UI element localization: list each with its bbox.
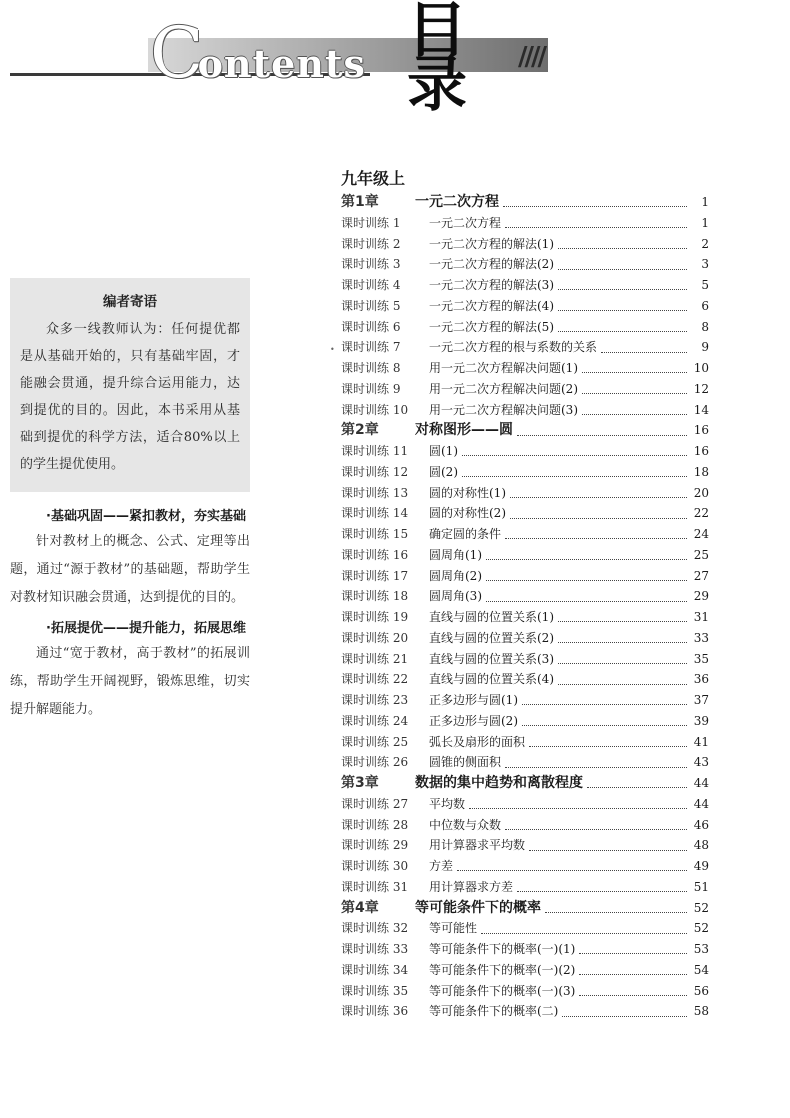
toc-lesson-title: 圆周角(1): [429, 547, 482, 562]
toc-lesson-row[interactable]: [341, 960, 709, 981]
toc-leader-dots: [481, 932, 687, 934]
toc-lesson-number: 课时训练 28: [341, 817, 409, 832]
toc-chapter-title: 一元二次方程: [415, 194, 499, 210]
toc-leader-dots: [469, 807, 687, 809]
toc-lesson-title: 用计算器求方差: [429, 879, 514, 894]
toc-lesson-number: 课时训练 2: [341, 236, 401, 251]
toc-page-number: 2: [701, 236, 709, 251]
toc-lesson-title: 等可能条件下的概率(二): [429, 1004, 559, 1019]
toc-lesson-title: 正多边形与圆(1): [429, 693, 518, 707]
toc-leader-dots: [558, 288, 687, 290]
toc-lesson-title: 一元二次方程: [429, 215, 502, 230]
toc-lesson-title: 用一元二次方程解决问题(2): [429, 381, 578, 396]
toc-leader-dots: [522, 724, 687, 726]
toc-lesson-number: 课时训练 33: [341, 942, 409, 956]
toc-lesson-number: 课时训练 21: [341, 651, 409, 666]
toc-page-number: 33: [693, 630, 709, 645]
toc-page-number: 56: [693, 983, 709, 998]
toc-page-number: 29: [693, 589, 709, 604]
toc-lesson-number: 课时训练 17: [341, 568, 409, 583]
toc-page-number: 36: [693, 672, 709, 687]
toc-lesson-title: 圆的对称性(2): [429, 506, 506, 521]
toc-leader-dots: [503, 205, 687, 207]
toc-page-number: 3: [701, 257, 709, 272]
toc-page-number: 24: [693, 527, 709, 541]
toc-lesson-row[interactable]: [341, 649, 709, 670]
toc-chapter-row[interactable]: [341, 420, 709, 441]
toc-leader-dots: [486, 579, 687, 581]
toc-leader-dots: [562, 1015, 687, 1017]
toc-lesson-title: 圆(1): [429, 444, 458, 458]
toc-lesson-title: 平均数: [429, 796, 466, 811]
toc-lesson-row[interactable]: [341, 711, 709, 732]
toc-lesson-row[interactable]: [341, 628, 709, 649]
toc-lesson-number: 课时训练 13: [341, 485, 409, 500]
toc-lesson-title: 方差: [429, 859, 454, 873]
feature-foundation: [10, 506, 250, 612]
toc-page-number: 49: [693, 859, 709, 873]
toc-page-number: 48: [693, 838, 709, 853]
toc-chapter-row[interactable]: [341, 773, 709, 794]
toc-lesson-row[interactable]: [341, 379, 709, 400]
toc-lesson-number: 课时训练 31: [341, 879, 409, 894]
toc-lesson-row[interactable]: [341, 1001, 709, 1022]
toc-page-number: 12: [693, 381, 709, 396]
toc-page-number: 10: [693, 361, 709, 375]
toc-leader-dots: [558, 662, 687, 664]
toc-page-number: 22: [693, 506, 709, 521]
feature-extension-body: 通过“宽于教材，高于教材”的拓展训练，帮助学生开阔视野，锻炼思维，切实提升解题能力。: [10, 646, 250, 717]
toc-leader-dots: [522, 703, 687, 705]
toc-chapter-number: 第3章: [341, 775, 379, 791]
toc-lesson-number: 课时训练 3: [341, 257, 401, 272]
toc-lesson-number: 课时训练 29: [341, 838, 409, 853]
toc-lesson-title: 等可能条件下的概率(一)(1): [429, 942, 576, 956]
toc-page-number: 41: [693, 734, 709, 749]
toc-lesson-title: 圆周角(3): [429, 589, 482, 604]
toc-lesson-title: 圆周角(2): [429, 568, 482, 583]
toc-chapter-number: 第2章: [341, 422, 379, 439]
toc-lesson-title: 确定圆的条件: [429, 527, 502, 541]
editor-note-body: 众多一线教师认为：任何提优都是从基础开始的，只有基础牢固，才能融会贯通，提升综合运用能力，达到提优的目的。因此，本书采用从基础到提优的科学方法，适合80%以上的学生提优使用。: [20, 322, 240, 472]
toc-lesson-title: 直线与圆的位置关系(4): [429, 672, 554, 687]
toc-leader-dots: [486, 558, 687, 560]
toc-page-number: 44: [693, 796, 709, 811]
toc-lesson-title: 一元二次方程的根与系数的关系: [429, 340, 598, 355]
toc-page-number: 8: [701, 319, 709, 334]
toc-leader-dots: [517, 890, 687, 892]
contents-title-rest: ontents: [197, 41, 366, 86]
toc-chapter-row[interactable]: [341, 898, 709, 919]
toc-leader-dots: [582, 371, 687, 373]
toc-leader-dots: [510, 517, 687, 519]
contents-title-cn-2: 录: [407, 50, 469, 120]
toc-leader-dots: [558, 641, 687, 643]
toc-leader-dots: [579, 952, 687, 954]
toc-lesson-row[interactable]: [341, 503, 709, 524]
toc-page-number: 53: [693, 942, 709, 956]
toc-lesson-title: 等可能性: [429, 921, 478, 936]
toc-leader-dots: [579, 994, 687, 996]
toc-lesson-number: 课时训练 9: [341, 381, 401, 396]
toc-leader-dots: [529, 849, 687, 851]
toc-lesson-row[interactable]: [341, 690, 709, 711]
toc-lesson-number: 课时训练 22: [341, 672, 409, 687]
toc-lesson-title: 用一元二次方程解决问题(3): [429, 402, 578, 417]
table-of-contents: [341, 166, 709, 1022]
toc-page-number: 46: [693, 817, 709, 832]
toc-leader-dots: [510, 496, 687, 498]
toc-lesson-number: 课时训练 30: [341, 859, 409, 873]
toc-lesson-title: 一元二次方程的解法(5): [429, 319, 554, 334]
toc-lesson-row[interactable]: [341, 752, 709, 773]
toc-lesson-row[interactable]: [341, 524, 709, 545]
toc-lesson-title: 一元二次方程的解法(1): [429, 236, 554, 251]
toc-lesson-title: 等可能条件下的概率(一)(2): [429, 962, 576, 977]
toc-page-number: 52: [693, 900, 709, 915]
toc-leader-dots: [582, 392, 687, 394]
toc-lesson-number: 课时训练 1: [341, 215, 401, 230]
toc-lesson-row[interactable]: [341, 234, 709, 255]
toc-lesson-row[interactable]: [341, 835, 709, 856]
toc-leader-dots: [505, 828, 687, 830]
toc-lesson-title: 用一元二次方程解决问题(1): [429, 361, 578, 375]
toc-page-number: 16: [693, 444, 709, 458]
toc-lesson-number: 课时训练 6: [341, 319, 401, 334]
toc-lesson-number: 课时训练 24: [341, 713, 409, 728]
toc-chapter-row[interactable]: [341, 192, 709, 213]
toc-lesson-row[interactable]: [341, 317, 709, 338]
toc-lesson-title: 圆锥的侧面积: [429, 755, 502, 770]
toc-page-number: 1: [701, 215, 709, 230]
toc-lesson-row[interactable]: [341, 254, 709, 275]
toc-lesson-number: 课时训练 14: [341, 506, 409, 521]
toc-page-number: 52: [693, 921, 709, 936]
toc-leader-dots: [517, 434, 687, 436]
toc-leader-dots: [558, 309, 687, 311]
toc-lesson-row[interactable]: [341, 732, 709, 753]
editor-note-box: [10, 278, 250, 492]
toc-page-number: 14: [693, 402, 709, 417]
toc-lesson-row[interactable]: [341, 877, 709, 898]
feature-extension: [10, 618, 250, 724]
toc-leader-dots: [545, 911, 687, 913]
toc-leader-dots: [558, 330, 687, 332]
toc-leader-dots: [486, 600, 687, 602]
toc-page-number: 44: [693, 776, 709, 790]
grade-heading: 九年级上: [341, 169, 406, 188]
toc-leader-dots: [579, 973, 687, 975]
toc-leader-dots: [558, 268, 687, 270]
toc-lesson-row[interactable]: [341, 462, 709, 483]
toc-lesson-title: 正多边形与圆(2): [429, 713, 518, 728]
toc-leader-dots: [558, 247, 687, 249]
contents-banner: [0, 0, 790, 120]
toc-leader-dots: [457, 869, 687, 871]
toc-page-number: 54: [693, 962, 709, 977]
feature-foundation-body: 针对教材上的概念、公式、定理等出题，通过“源于教材”的基础题，帮助学生对教材知识融会贯通，达到提优的目的。: [10, 534, 250, 605]
toc-lesson-number: 课时训练 34: [341, 962, 409, 977]
toc-lesson-title: 直线与圆的位置关系(2): [429, 630, 554, 645]
toc-lesson-title: 等可能条件下的概率(一)(3): [429, 983, 576, 998]
toc-lesson-title: 圆(2): [429, 464, 458, 479]
toc-page-number: 27: [693, 568, 709, 583]
toc-lesson-title: 直线与圆的位置关系(1): [429, 610, 554, 624]
toc-lesson-number: 课时训练 36: [341, 1004, 409, 1019]
toc-lesson-number: 课时训练 32: [341, 921, 409, 936]
toc-lesson-number: 课时训练 11: [341, 444, 409, 458]
toc-lesson-row[interactable]: [341, 545, 709, 566]
toc-lesson-number: 课时训练 25: [341, 734, 409, 749]
toc-leader-dots: [462, 475, 687, 477]
toc-page-number: 1: [701, 195, 709, 209]
feature-foundation-heading: ·基础巩固——紧扣教材，夯实基础: [46, 509, 246, 524]
toc-lesson-row[interactable]: [341, 483, 709, 504]
toc-lesson-row[interactable]: [341, 856, 709, 877]
toc-chapter-title: 数据的集中趋势和离散程度: [415, 775, 583, 791]
toc-lesson-row[interactable]: [341, 918, 709, 939]
toc-lesson-number: 课时训练 26: [341, 755, 409, 770]
toc-chapter-number: 第1章: [341, 194, 379, 210]
toc-leader-dots: [462, 454, 687, 456]
toc-lesson-number: 课时训练 27: [341, 796, 409, 811]
toc-lesson-title: 用计算器求平均数: [429, 838, 526, 853]
feature-extension-heading: ·拓展提优——提升能力，拓展思维: [46, 621, 246, 636]
toc-lesson-row[interactable]: [341, 441, 709, 462]
toc-lesson-number: 课时训练 10: [341, 402, 409, 417]
toc-page-number: 6: [701, 298, 709, 313]
toc-lesson-number: 课时训练 5: [341, 298, 401, 313]
toc-lesson-row[interactable]: [341, 213, 709, 234]
toc-leader-dots: [587, 786, 687, 788]
toc-page-number: 9: [701, 340, 709, 355]
toc-lesson-row[interactable]: [341, 358, 709, 379]
toc-lesson-row[interactable]: [341, 296, 709, 317]
toc-lesson-row[interactable]: [341, 566, 709, 587]
toc-lesson-title: 一元二次方程的解法(3): [429, 278, 554, 292]
toc-lesson-number: 课时训练 7: [341, 340, 401, 355]
toc-lesson-row[interactable]: [341, 794, 709, 815]
toc-lesson-number: 课时训练 8: [341, 361, 401, 375]
toc-lesson-row[interactable]: [341, 815, 709, 836]
toc-chapter-title: 等可能条件下的概率: [415, 899, 541, 916]
toc-lesson-row[interactable]: [341, 607, 709, 628]
toc-page-number: 58: [693, 1004, 709, 1019]
editor-note-heading: 编者寄语: [103, 294, 157, 310]
banner-slashes: ////: [518, 42, 544, 72]
toc-leader-dots: [582, 413, 687, 415]
contents-title-cn-1: 目: [407, 0, 469, 66]
toc-page-number: 16: [693, 423, 709, 438]
toc-leader-dots: [505, 226, 687, 228]
toc-lesson-row[interactable]: [341, 586, 709, 607]
toc-lesson-title: 一元二次方程的解法(4): [429, 298, 554, 313]
toc-lesson-number: 课时训练 20: [341, 630, 409, 645]
contents-title-cn: [358, 0, 518, 120]
toc-page-number: 18: [693, 464, 709, 479]
toc-lesson-row[interactable]: [341, 400, 709, 421]
toc-page-number: 35: [693, 651, 709, 666]
toc-leader-dots: [558, 620, 687, 622]
toc-lesson-number: 课时训练 16: [341, 547, 409, 562]
toc-leader-dots: [529, 745, 687, 747]
toc-lesson-title: 中位数与众数: [429, 817, 502, 832]
toc-lesson-row[interactable]: [341, 337, 709, 358]
toc-lesson-number: 课时训练 19: [341, 610, 409, 624]
toc-lesson-title: 弧长及扇形的面积: [429, 734, 526, 749]
contents-title: [150, 6, 366, 94]
margin-mark: •: [330, 345, 335, 354]
toc-page-number: 37: [693, 693, 709, 707]
toc-page-number: 5: [701, 278, 709, 292]
toc-lesson-number: 课时训练 12: [341, 464, 409, 479]
toc-lesson-row[interactable]: [341, 669, 709, 690]
toc-page-number: 25: [693, 547, 709, 562]
toc-lesson-title: 直线与圆的位置关系(3): [429, 651, 554, 666]
toc-page-number: 20: [693, 485, 709, 500]
toc-lesson-number: 课时训练 18: [341, 589, 409, 604]
toc-chapter-number: 第4章: [341, 899, 379, 916]
toc-leader-dots: [505, 537, 687, 539]
toc-page-number: 31: [693, 610, 709, 624]
contents-title-cap: C: [150, 12, 204, 94]
toc-page-number: 51: [693, 879, 709, 894]
toc-page-number: 43: [693, 755, 709, 770]
toc-rows: [341, 192, 709, 1022]
toc-chapter-title: 对称图形——圆: [415, 422, 513, 439]
toc-lesson-title: 一元二次方程的解法(2): [429, 257, 554, 272]
toc-lesson-row[interactable]: [341, 981, 709, 1002]
toc-lesson-number: 课时训练 4: [341, 278, 401, 292]
toc-lesson-row[interactable]: [341, 939, 709, 960]
toc-leader-dots: [505, 766, 687, 768]
toc-lesson-row[interactable]: [341, 275, 709, 296]
toc-leader-dots: [558, 683, 687, 685]
toc-lesson-number: 课时训练 23: [341, 693, 409, 707]
toc-page-number: 39: [693, 713, 709, 728]
toc-lesson-number: 课时训练 15: [341, 527, 409, 541]
toc-lesson-title: 圆的对称性(1): [429, 485, 506, 500]
toc-lesson-number: 课时训练 35: [341, 983, 409, 998]
toc-leader-dots: [601, 351, 687, 353]
